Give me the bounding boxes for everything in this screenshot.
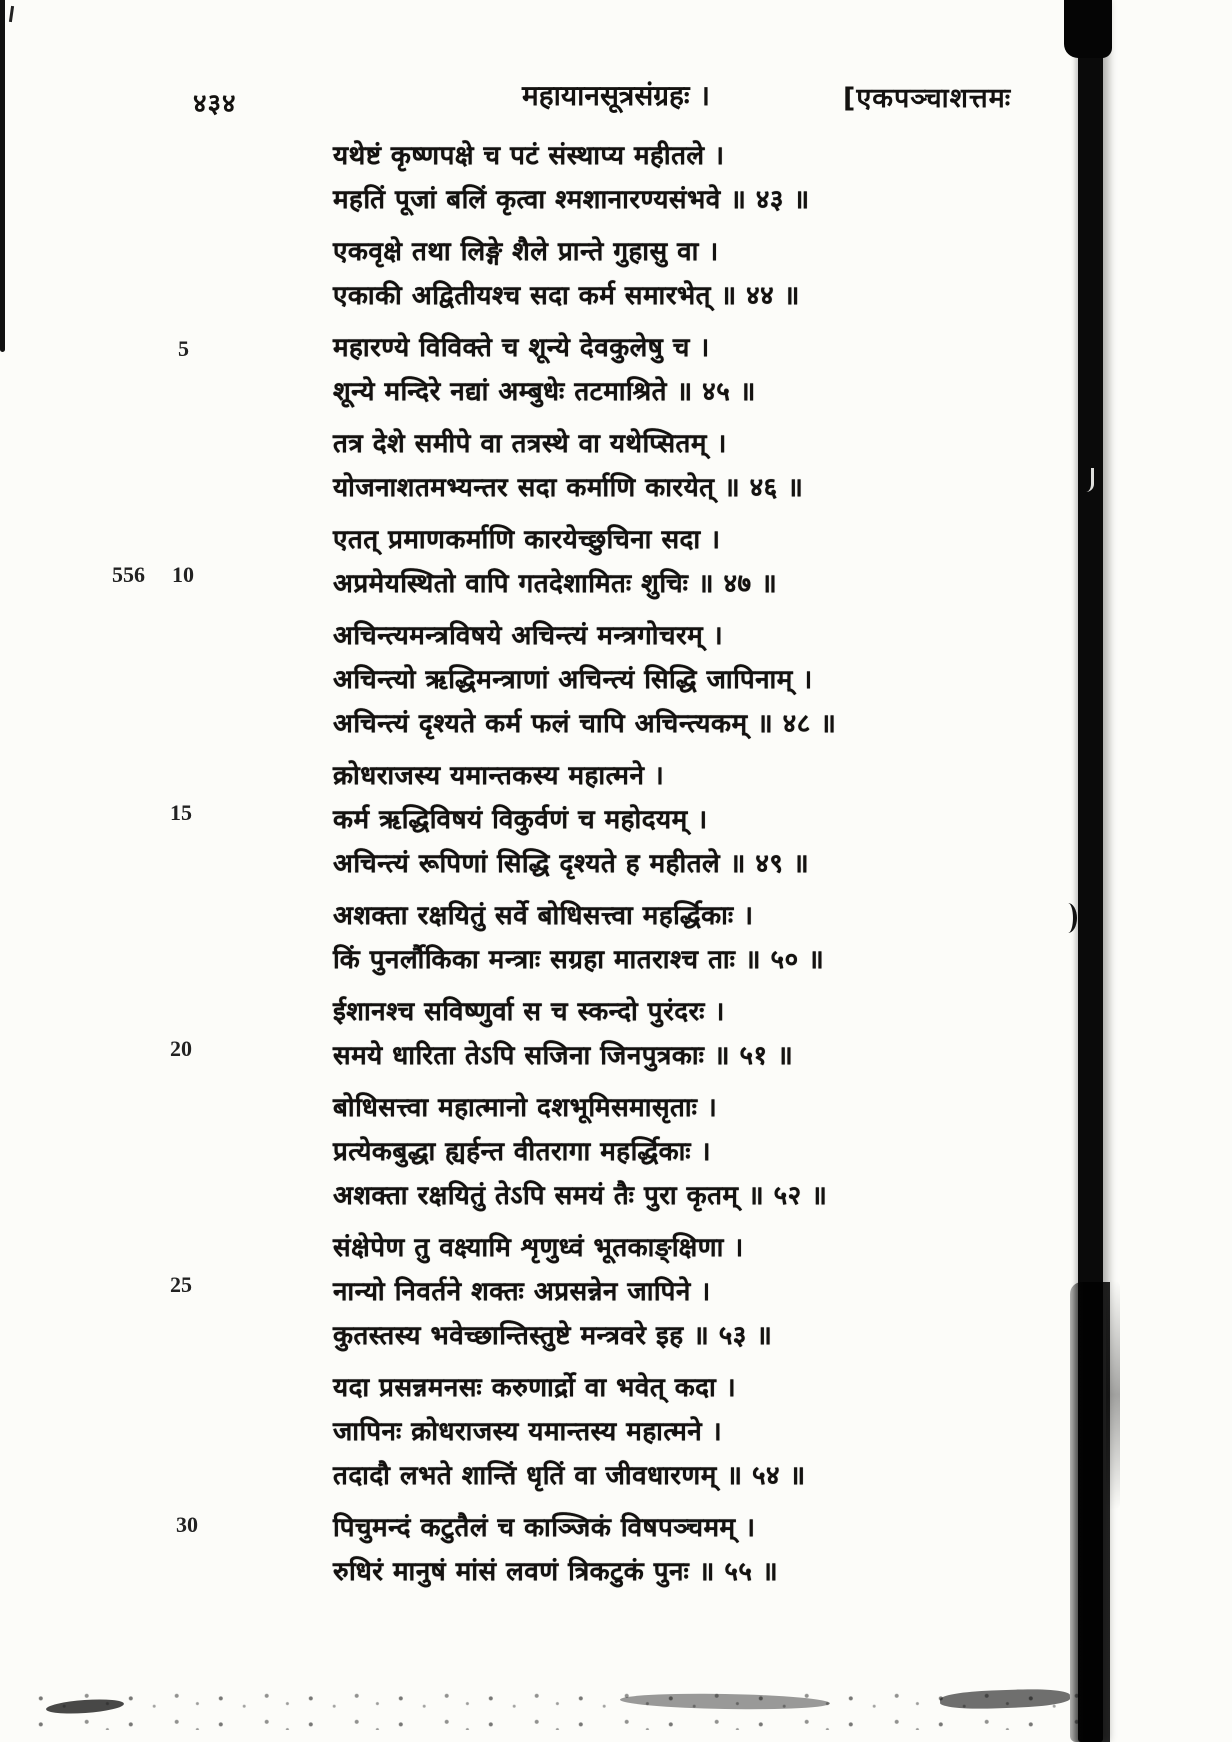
verse-46 — [333, 422, 933, 510]
page-number: ४३४ — [193, 89, 237, 119]
verse-50 — [333, 894, 933, 982]
scan-speck-right-upper — [1082, 468, 1094, 492]
verse-line: अशक्ता रक्षयितुं तेऽपि समयं तैः पुरा कृतम् ॥ ५२ ॥ — [333, 1181, 828, 1211]
scan-speck-right-middle — [1062, 903, 1077, 933]
scan-edge-shadow-right — [1078, 0, 1103, 1742]
verse-line: अचिन्त्यो ऋद्धिमन्त्राणां अचिन्त्यं सिद्धि जापिनाम् । — [333, 665, 813, 695]
scan-smudge-right-lower — [1106, 1280, 1120, 1510]
verse-line: तत्र देशे समीपे वा तत्रस्थे वा यथेप्सितम् । — [333, 429, 727, 459]
page-header — [0, 76, 1232, 119]
verse-line: संक्षेपेण तु वक्ष्यामि शृणुध्वं भूतकाङ्क्षिणा । — [333, 1233, 744, 1263]
margin-line-number-15: 15 — [170, 800, 192, 825]
verse-47 — [333, 518, 933, 606]
verse-line: बोधिसत्त्वा महात्मानो दशभूमिसमासृताः । — [333, 1093, 718, 1123]
verse-line: अचिन्त्यं दृश्यते कर्म फलं चापि अचिन्त्यकम् ॥ ४८ ॥ — [333, 709, 837, 739]
scan-noise-bottom-strip — [30, 1688, 1080, 1730]
verse-line: अशक्ता रक्षयितुं सर्वे बोधिसत्त्वा महर्द्धिकाः । — [333, 901, 754, 931]
verse-48 — [333, 614, 933, 746]
verse-line: ईशानश्च सविष्णुर्वा स च स्कन्दो पुरंदरः । — [333, 997, 725, 1027]
verse-line: अप्रमेयस्थितो वापि गतदेशामितः शुचिः ॥ ४७ ॥ — [333, 569, 778, 599]
verse-52 — [333, 1086, 933, 1218]
scan-speck-top-left — [9, 6, 14, 22]
verse-line: एकाकी अद्वितीयश्च सदा कर्म समारभेत् ॥ ४४ ॥ — [333, 281, 800, 311]
verse-line: जापिनः क्रोधराजस्य यमान्तस्य महात्मने । — [333, 1417, 723, 1447]
verse-line: महारण्ये विविक्ते च शून्ये देवकुलेषु च । — [333, 333, 710, 363]
verse-49 — [333, 754, 933, 886]
verse-45 — [333, 326, 933, 414]
verse-line: एतत् प्रमाणकर्माणि कारयेच्छुचिना सदा । — [333, 525, 721, 555]
verse-43 — [333, 134, 933, 222]
verse-column — [333, 134, 933, 1602]
verse-line: कर्म ऋद्धिविषयं विकुर्वणं च महोदयम् । — [333, 805, 708, 835]
verse-line: प्रत्येकबुद्धा ह्यर्हन्त वीतरागा महर्द्धिकाः । — [333, 1137, 711, 1167]
verse-44 — [333, 230, 933, 318]
margin-page-ref-556: 556 — [112, 562, 145, 587]
verse-53 — [333, 1226, 933, 1358]
verse-55 — [333, 1506, 933, 1594]
verse-line: तदादौ लभते शान्तिं धृतिं वा जीवधारणम् ॥ ५४ ॥ — [333, 1461, 806, 1491]
verse-line: किं पुनर्लौकिका मन्त्राः सग्रहा मातराश्च ताः ॥ ५० ॥ — [333, 945, 825, 975]
margin-line-number-10: 10 — [172, 562, 194, 587]
verse-line: रुधिरं मानुषं मांसं लवणं त्रिकटुकं पुनः ॥ ५५ ॥ — [333, 1557, 779, 1587]
verse-line: पिचुमन्दं कटुतैलं च काञ्जिकं विषपञ्चमम् । — [333, 1513, 756, 1543]
margin-line-number-5: 5 — [178, 336, 189, 361]
running-title: महायानसूत्रसंग्रहः । — [522, 79, 710, 112]
margin-line-number-25: 25 — [170, 1272, 192, 1297]
verse-line: क्रोधराजस्य यमान्तकस्य महात्मने । — [333, 761, 665, 791]
margin-line-number-20: 20 — [170, 1036, 192, 1061]
verse-line: योजनाशतमभ्यन्तर सदा कर्माणि कारयेत् ॥ ४६ ॥ — [333, 473, 804, 503]
verse-line: कुतस्तस्य भवेच्छान्तिस्तुष्टे मन्त्रवरे इह ॥ ५३ ॥ — [333, 1321, 773, 1351]
verse-54 — [333, 1366, 933, 1498]
verse-line: समये धारिता तेऽपि सजिना जिनपुत्रकाः ॥ ५१ ॥ — [333, 1041, 794, 1071]
verse-line: एकवृक्षे तथा लिङ्गे शैले प्रान्ते गुहासु वा । — [333, 237, 719, 267]
verse-line: महतिं पूजां बलिं कृत्वा श्मशानारण्यसंभवे ॥ ४३ ॥ — [333, 185, 810, 215]
verse-line: अचिन्त्यमन्त्रविषये अचिन्त्यं मन्त्रगोचरम् । — [333, 621, 724, 651]
verse-line: शून्ये मन्दिरे नद्यां अम्बुधेः तटमाश्रिते ॥ ४५ ॥ — [333, 377, 756, 407]
chapter-marker: [एकपञ्चाशत्तमः — [843, 83, 1012, 114]
verse-line: अचिन्त्यं रूपिणां सिद्धि दृश्यते ह महीतले ॥ ४९ ॥ — [333, 849, 810, 879]
verse-51 — [333, 990, 933, 1078]
margin-line-number-30: 30 — [176, 1512, 198, 1537]
verse-line: यथेष्टं कृष्णपक्षे च पटं संस्थाप्य महीतले । — [333, 141, 725, 171]
verse-line: यदा प्रसन्नमनसः करुणार्द्रो वा भवेत् कदा । — [333, 1373, 737, 1403]
scan-edge-line-left — [0, 0, 5, 352]
verse-line: नान्यो निवर्तने शक्तः अप्रसन्नेन जापिने । — [333, 1277, 711, 1307]
